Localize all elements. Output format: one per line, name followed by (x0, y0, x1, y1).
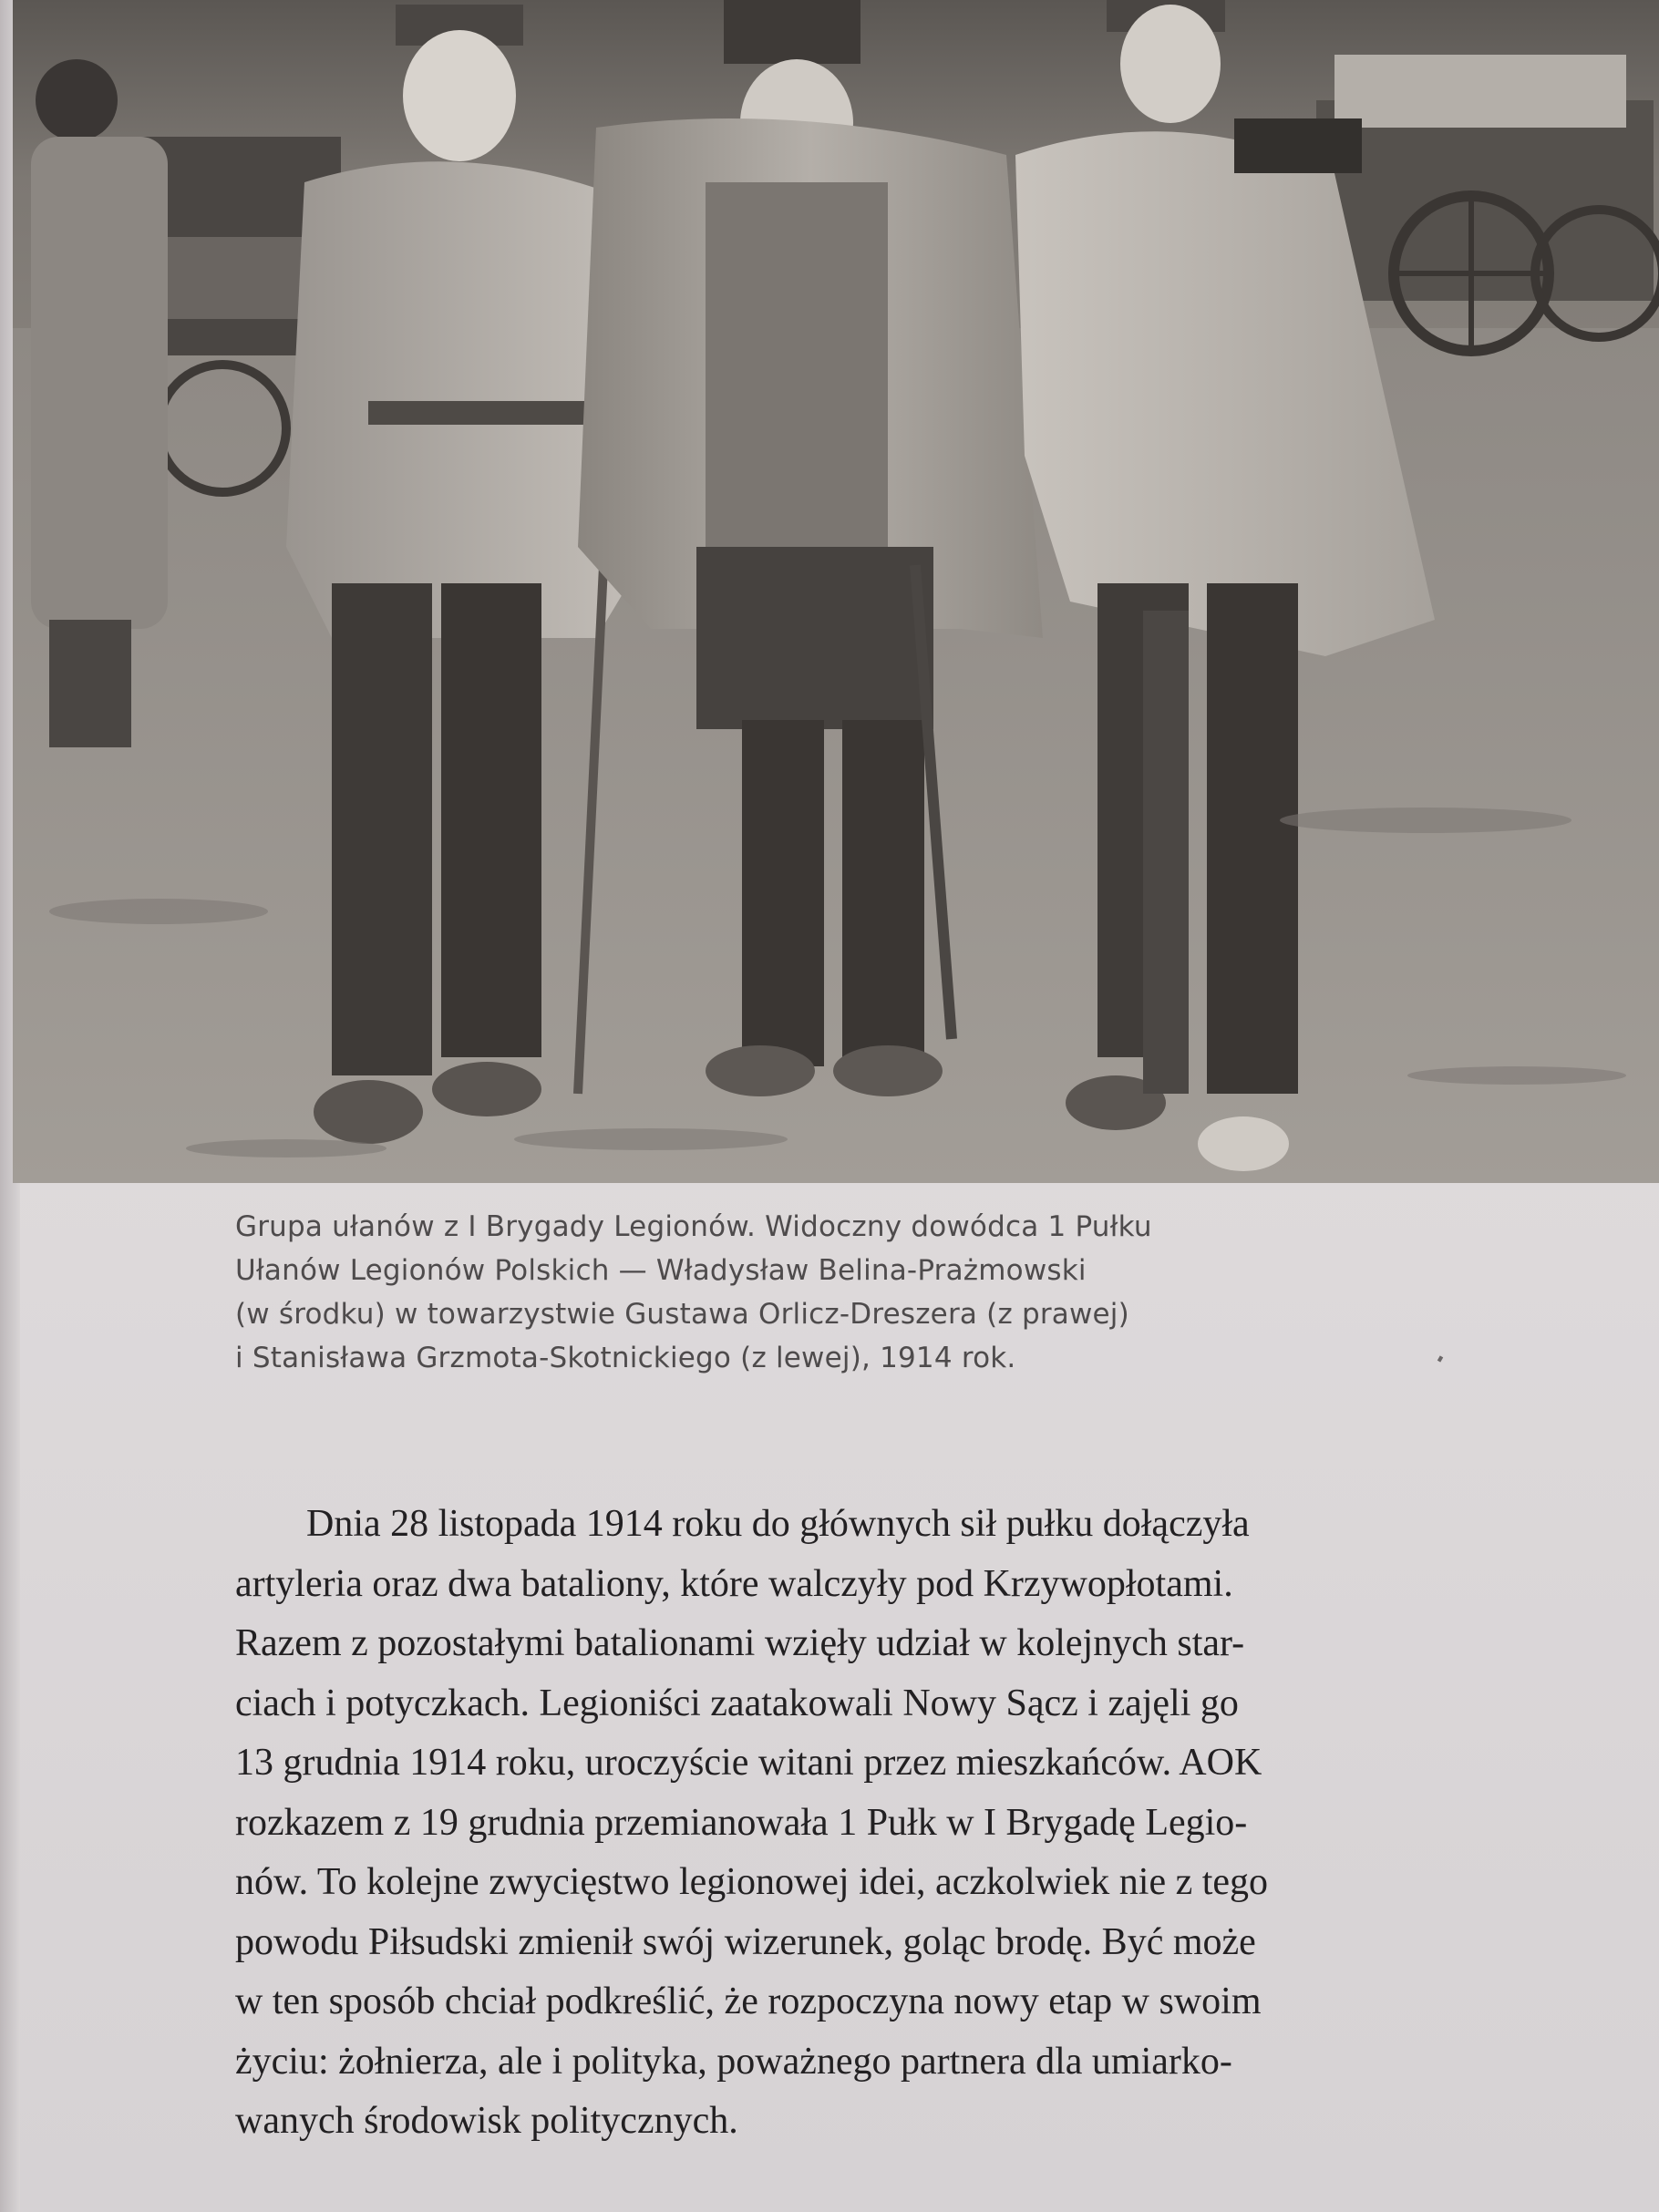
body-line: powodu Piłsudski zmienił swój wizerunek, goląc brodę. Być może (235, 1920, 1256, 1963)
photo-caption (235, 1205, 1511, 1380)
body-line: w ten sposób chciał podkreślić, że rozpoczyna nowy etap w swoim (235, 1981, 1262, 2022)
body-line: nów. To kolejne zwycięstwo legionowej idei, aczkolwiek nie z tego (235, 1861, 1269, 1903)
body-line: ciach i potyczkach. Legioniści zaatakowali Nowy Sącz i zajęli go (235, 1682, 1239, 1724)
body-line: artyleria oraz dwa bataliony, które walczyły pod Krzywopłotami. (235, 1562, 1233, 1605)
body-line: Dnia 28 listopada 1914 roku do głównych sił pułku dołączyła (306, 1503, 1250, 1545)
body-line: Razem z pozostałymi batalionami wzięły udział w kolejnych star- (235, 1622, 1245, 1664)
body-paragraph (235, 1495, 1457, 2152)
body-line: rozkazem z 19 grudnia przemianowała 1 Pułk w I Brygadę Legio- (235, 1801, 1248, 1844)
caption-line: Ułanów Legionów Polskich — Władysław Belina-Prażmowski (235, 1254, 1087, 1287)
caption-line: i Stanisława Grzmota-Skotnickiego (z lewej), 1914 rok. (235, 1342, 1016, 1374)
historical-photograph (13, 0, 1659, 1183)
body-line: 13 grudnia 1914 roku, uroczyście witani przez mieszkańców. AOK (235, 1742, 1262, 1784)
caption-line: Grupa ułanów z I Brygady Legionów. Widoczny dowódca 1 Pułku (235, 1210, 1152, 1243)
photograph-illustration (13, 0, 1659, 1183)
body-line: wanych środowisk politycznych. (235, 2100, 738, 2142)
caption-line: (w środku) w towarzystwie Gustawa Orlicz-Dreszera (z prawej) (235, 1298, 1129, 1331)
body-line: życiu: żołnierza, ale i polityka, poważnego partnera dla umiarko- (235, 2040, 1232, 2083)
